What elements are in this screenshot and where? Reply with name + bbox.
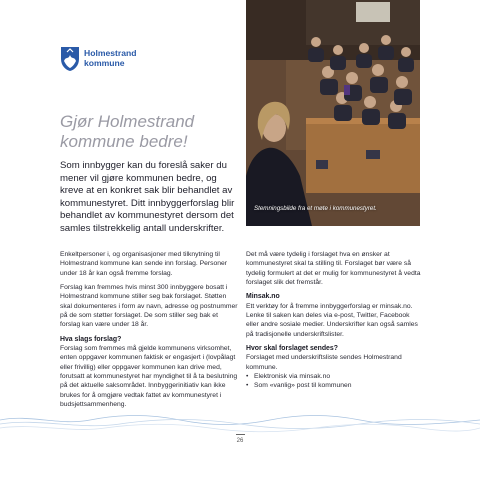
holmestrand-shield-icon bbox=[60, 46, 80, 72]
list-item: • Elektronisk via minsak.no bbox=[246, 372, 422, 381]
photo-caption: Stemningsbilde fra et møte i kommunestyret. bbox=[254, 205, 377, 212]
page-title-line1: Gjør Holmestrand bbox=[60, 112, 195, 131]
submission-paragraph: Forslaget med underskriftsliste sendes Holmestrand kommune. bbox=[246, 354, 402, 371]
municipality-logo bbox=[60, 46, 137, 72]
submission-list bbox=[246, 372, 422, 391]
page-number-rule bbox=[236, 434, 245, 435]
council-meeting-photo bbox=[246, 0, 420, 226]
left-column bbox=[60, 250, 240, 415]
list-item: • Som «vanlig» post til kommunen bbox=[246, 381, 422, 390]
page-title bbox=[60, 112, 230, 152]
eligibility-paragraph: Enkeltpersoner i, og organisasjoner med tilknytning til Holmestrand kommune kan sende inn forslag. Personer under 18 år kan også fremme forslag. bbox=[60, 251, 227, 277]
requirements-paragraph: Forslag kan fremmes hvis minst 300 innbyggere bosatt i Holmestrand kommune stiller seg bak forslaget. Støtten skal dokumenteres i form av navn, adresse og postnummer på de som støtter forslaget. De som stiller seg bak et forslag kan være under 18 år. bbox=[60, 284, 238, 329]
intro-paragraph: Som innbygger kan du foreslå saker du mener vil gjøre kommunen bedre, og kreve at en konkret sak blir behandlet av kommunestyret. Ditt innbyggerforslag blir behandlet av kommunestyret dersom det samles tilstrekkelig antall underskrifter. bbox=[60, 160, 235, 234]
submission-heading: Hvor skal forslaget sendes? bbox=[246, 345, 338, 353]
proposal-types-heading: Hva slags forslag? bbox=[60, 335, 122, 343]
logo-name-line2: kommune bbox=[84, 58, 125, 68]
minsak-heading: Minsak.no bbox=[246, 293, 280, 301]
right-column bbox=[246, 250, 422, 391]
decorative-waves bbox=[0, 412, 480, 434]
clarity-paragraph: Det må være tydelig i forslaget hva en ønsker at kommunestyret skal ta stilling til. Forslaget bør være så tydelig formulert at det er mulig for kommunestyret å vedta forslaget slik det fremstår. bbox=[246, 251, 421, 287]
minsak-paragraph: Ett verktøy for å fremme innbyggerforslag er minsak.no. Lenke til saken kan deles via e-post, Twitter, Facebook eller andre sosiale medier. Underskrifter kan også samles på tradisjonelle underskriftslister. bbox=[246, 302, 418, 338]
proposal-types-paragraph: Forslag som fremmes må gjelde kommunens virksomhet, enten oppgaver kommunen faktisk er engasjert i (lovpålagt eller frivillig) eller oppgaver kommunen kan drive med, forutsatt at kommunestyret har myndighet til å ta beslutning på det aktuelle saksområdet. Innbyggerinitiativ kan ikke brukes for å omgjøre vedtak fattet av kommunestyret i budsjettsammenheng. bbox=[60, 345, 238, 409]
page-number: 26 bbox=[236, 438, 244, 444]
logo-name-line1: Holmestrand bbox=[84, 48, 137, 59]
page-title-line2: kommune bedre! bbox=[60, 132, 188, 151]
meeting-photo-illustration bbox=[246, 0, 420, 226]
